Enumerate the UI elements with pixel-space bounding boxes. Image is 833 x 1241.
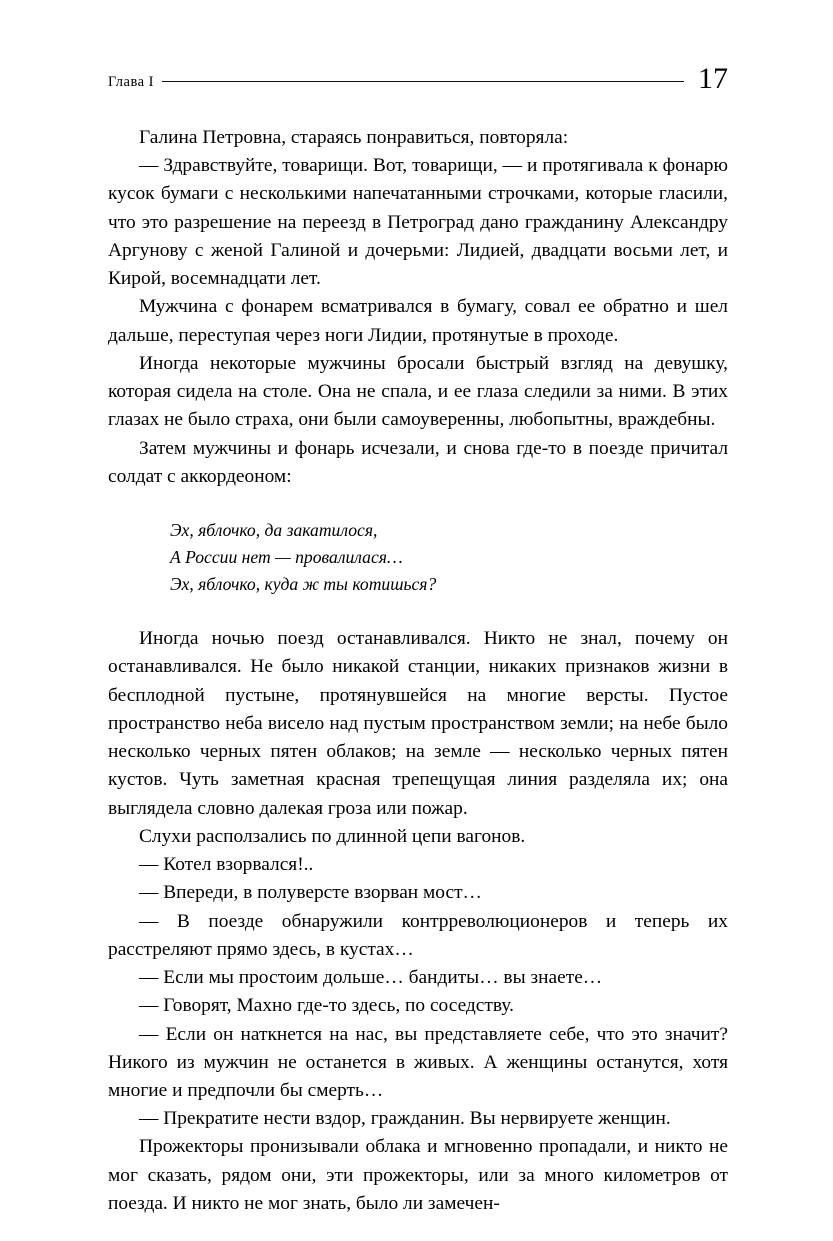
- page-content-area: [108, 62, 728, 1218]
- paragraph: Затем мужчины и фонарь исчезали, и снова где-то в поезде причитал солдат с аккордеоном:: [108, 437, 728, 487]
- paragraph: Иногда некоторые мужчины бросали быстрый взгляд на девушку, которая сидела на столе. Она не спала, и ее глаза следили за ними. В этих глазах не было страха, они были самоуверенны, любопытны, враждебны.: [108, 352, 728, 431]
- paragraph: — Если он наткнется на нас, вы представляете себе, что это значит? Никого из мужчин не останется в живых. А женщины останутся, хотя многие и предпочли бы смерть…: [108, 1023, 728, 1101]
- paragraph: Мужчина с фонарем всматривался в бумагу, совал ее обратно и шел дальше, переступая через ноги Лидии, протянутые в проходе.: [108, 296, 728, 346]
- verse-line: Эх, яблочко, да закатилося,: [170, 520, 378, 541]
- verse-block: [108, 517, 728, 597]
- paragraph: — Здравствуйте, товарищи. Вот, товарищи, — и протягивала к фонарю кусок бумаги с несколькими напечатанными строчками, которые гласили, что это разрешение на переезд в Петроград дано гражданину Александру Аргунову с женой Галиной и дочерьми: Лидией, двадцати восьми лет, и Кирой, восемнадцати лет.: [108, 155, 728, 290]
- verse-line: А России нет — провалилася…: [170, 546, 403, 567]
- running-head-rule: [162, 81, 684, 82]
- paragraph: Прожекторы пронизывали облака и мгновенно пропадали, и никто не мог сказать, рядом они, эти прожекторы, или за много километров от поезда. И никто не мог знать, было ли замечен-: [108, 1136, 728, 1214]
- paragraph: — Котел взорвался!..: [139, 854, 314, 876]
- body-text: [108, 124, 728, 1218]
- paragraph: Слухи расползались по длинной цепи вагонов.: [139, 825, 526, 847]
- paragraph: — Говорят, Махно где-то здесь, по соседству.: [139, 995, 514, 1017]
- verse-line: Эх, яблочко, куда ж ты котишься?: [170, 573, 437, 594]
- chapter-label: Глава I: [108, 74, 155, 90]
- paragraph: — Если мы простоим дольше… бандиты… вы знаете…: [139, 967, 603, 989]
- paragraph: — Впереди, в полуверсте взорван мост…: [139, 882, 482, 904]
- paragraph: — В поезде обнаружили контрреволюционеров и теперь их расстреляют прямо здесь, в кустах…: [108, 910, 728, 960]
- paragraph: Галина Петровна, стараясь понравиться, повторяла:: [139, 127, 569, 148]
- page-number: 17: [698, 62, 728, 95]
- paragraph: — Прекратите нести вздор, гражданин. Вы нервируете женщин.: [139, 1108, 671, 1130]
- paragraph: Иногда ночью поезд останавливался. Никто не знал, почему он останавливался. Не было никакой станции, никаких признаков жизни в бесплодной пустыне, протянувшейся на многие версты. Пустое пространство неба висело над пустым пространством земли; на небе было несколько черных пятен облаков; на земле — несколько черных пятен кустов. Чуть заметная красная трепещущая линия разделяла их; она выглядела словно далекая гроза или пожар.: [108, 628, 728, 819]
- running-head: [108, 62, 728, 102]
